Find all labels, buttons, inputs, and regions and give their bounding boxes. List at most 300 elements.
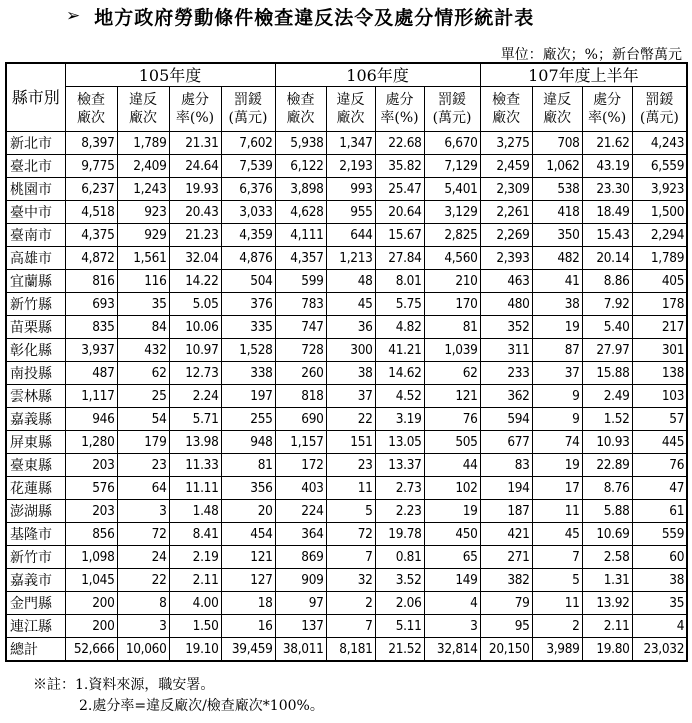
metric-label-line1: 檢查	[77, 92, 105, 108]
metric-label-line1: 檢查	[492, 92, 521, 108]
value-cell: 2.11	[582, 615, 632, 638]
value-cell: 11	[532, 500, 582, 523]
county-cell: 金門縣	[6, 592, 65, 615]
value-cell: 24.64	[169, 155, 221, 178]
value-cell: 217	[632, 316, 687, 339]
value-cell: 19.80	[582, 638, 632, 662]
value-cell: 45	[532, 523, 582, 546]
value-cell: 102	[424, 477, 480, 500]
county-cell: 新竹市	[6, 546, 65, 569]
value-cell: 405	[632, 270, 687, 293]
table-row	[6, 293, 687, 316]
value-cell: 10,060	[117, 638, 169, 662]
metric-header-inspections	[65, 87, 117, 132]
value-cell: 300	[326, 339, 375, 362]
metric-label-line2: 廠次	[77, 110, 105, 126]
value-cell: 87	[532, 339, 582, 362]
value-cell: 20.64	[375, 201, 424, 224]
county-cell: 南投縣	[6, 362, 65, 385]
title-text: 地方政府勞動條件檢查違反法令及處分情形統計表	[94, 6, 535, 29]
value-cell: 187	[480, 500, 532, 523]
value-cell: 5	[532, 569, 582, 592]
county-cell: 屏東縣	[6, 431, 65, 454]
value-cell: 81	[221, 454, 275, 477]
value-cell: 197	[221, 385, 275, 408]
value-cell: 4,628	[275, 201, 326, 224]
value-cell: 23,032	[632, 638, 687, 662]
value-cell: 946	[65, 408, 117, 431]
county-cell: 桃園市	[6, 178, 65, 201]
county-cell: 臺北市	[6, 155, 65, 178]
table-header	[6, 63, 687, 132]
year-header-105: 105年度	[65, 63, 275, 87]
value-cell: 5.05	[169, 293, 221, 316]
value-cell: 19.78	[375, 523, 424, 546]
value-cell: 5,938	[275, 132, 326, 155]
value-cell: 693	[65, 293, 117, 316]
value-cell: 60	[632, 546, 687, 569]
footnotes	[33, 675, 324, 717]
value-cell: 200	[65, 615, 117, 638]
metric-label-line2: (萬元)	[228, 110, 268, 126]
value-cell: 19.10	[169, 638, 221, 662]
value-cell: 2,309	[480, 178, 532, 201]
table-row	[6, 339, 687, 362]
value-cell: 43.19	[582, 155, 632, 178]
metric-header-fines	[424, 87, 480, 132]
value-cell: 7	[326, 546, 375, 569]
value-cell: 1,528	[221, 339, 275, 362]
metric-header-fines	[221, 87, 275, 132]
county-cell: 雲林縣	[6, 385, 65, 408]
table-row	[6, 500, 687, 523]
value-cell: 6,670	[424, 132, 480, 155]
value-cell: 4,375	[65, 224, 117, 247]
value-cell: 76	[424, 408, 480, 431]
value-cell: 32,814	[424, 638, 480, 662]
value-cell: 41	[532, 270, 582, 293]
footnote-2: 2.處分率=違反廠次/檢查廠次*100%。	[79, 698, 324, 714]
county-cell: 臺南市	[6, 224, 65, 247]
table-row	[6, 454, 687, 477]
value-cell: 1,561	[117, 247, 169, 270]
table-row	[6, 178, 687, 201]
value-cell: 13.05	[375, 431, 424, 454]
value-cell: 23.30	[582, 178, 632, 201]
table-row	[6, 569, 687, 592]
value-cell: 7,602	[221, 132, 275, 155]
year-header-106: 106年度	[275, 63, 480, 87]
value-cell: 1,117	[65, 385, 117, 408]
value-cell: 21.31	[169, 132, 221, 155]
value-cell: 993	[326, 178, 375, 201]
metric-label-line2: 廠次	[286, 110, 315, 126]
value-cell: 1,500	[632, 201, 687, 224]
value-cell: 172	[275, 454, 326, 477]
table-row	[6, 408, 687, 431]
table-row	[6, 362, 687, 385]
value-cell: 8	[117, 592, 169, 615]
value-cell: 504	[221, 270, 275, 293]
value-cell: 2	[326, 592, 375, 615]
value-cell: 376	[221, 293, 275, 316]
value-cell: 311	[480, 339, 532, 362]
table-row	[6, 201, 687, 224]
value-cell: 194	[480, 477, 532, 500]
metric-header-inspections	[275, 87, 326, 132]
value-cell: 929	[117, 224, 169, 247]
value-cell: 3,989	[532, 638, 582, 662]
value-cell: 14.22	[169, 270, 221, 293]
value-cell: 15.43	[582, 224, 632, 247]
value-cell: 783	[275, 293, 326, 316]
value-cell: 948	[221, 431, 275, 454]
value-cell: 955	[326, 201, 375, 224]
metric-label-line1: 處分	[181, 92, 209, 108]
statistics-table	[5, 62, 688, 662]
metric-label-line1: 罰鍰	[234, 92, 263, 108]
value-cell: 27.97	[582, 339, 632, 362]
metric-label-line2: 廠次	[336, 110, 365, 126]
metric-header-inspections	[480, 87, 532, 132]
value-cell: 103	[632, 385, 687, 408]
value-cell: 39,459	[221, 638, 275, 662]
value-cell: 4.82	[375, 316, 424, 339]
value-cell: 14.62	[375, 362, 424, 385]
value-cell: 5.40	[582, 316, 632, 339]
value-cell: 271	[480, 546, 532, 569]
value-cell: 25	[117, 385, 169, 408]
county-cell: 基隆市	[6, 523, 65, 546]
metric-label-line1: 處分	[593, 92, 622, 108]
value-cell: 335	[221, 316, 275, 339]
value-cell: 81	[424, 316, 480, 339]
value-cell: 62	[424, 362, 480, 385]
value-cell: 835	[65, 316, 117, 339]
value-cell: 121	[424, 385, 480, 408]
value-cell: 4	[424, 592, 480, 615]
value-cell: 382	[480, 569, 532, 592]
value-cell: 61	[632, 500, 687, 523]
value-cell: 203	[65, 454, 117, 477]
table-row	[6, 431, 687, 454]
value-cell: 7,539	[221, 155, 275, 178]
value-cell: 690	[275, 408, 326, 431]
county-cell: 新北市	[6, 132, 65, 155]
county-cell: 嘉義縣	[6, 408, 65, 431]
table-row	[6, 638, 687, 662]
value-cell: 2.24	[169, 385, 221, 408]
value-cell: 3	[117, 500, 169, 523]
county-cell: 高雄市	[6, 247, 65, 270]
value-cell: 255	[221, 408, 275, 431]
value-cell: 6,376	[221, 178, 275, 201]
value-cell: 5,401	[424, 178, 480, 201]
value-cell: 7	[326, 615, 375, 638]
value-cell: 5.11	[375, 615, 424, 638]
value-cell: 38	[326, 362, 375, 385]
value-cell: 487	[65, 362, 117, 385]
metric-label-line2: 率(%)	[587, 110, 627, 126]
value-cell: 364	[275, 523, 326, 546]
value-cell: 2,261	[480, 201, 532, 224]
value-cell: 0.81	[375, 546, 424, 569]
value-cell: 11	[532, 592, 582, 615]
value-cell: 2,459	[480, 155, 532, 178]
value-cell: 35.82	[375, 155, 424, 178]
value-cell: 1,157	[275, 431, 326, 454]
value-cell: 4,111	[275, 224, 326, 247]
metric-label-line2: 率(%)	[175, 110, 215, 126]
county-cell: 嘉義市	[6, 569, 65, 592]
value-cell: 7.92	[582, 293, 632, 316]
value-cell: 20.43	[169, 201, 221, 224]
value-cell: 1,280	[65, 431, 117, 454]
value-cell: 3	[117, 615, 169, 638]
value-cell: 19	[532, 316, 582, 339]
value-cell: 62	[117, 362, 169, 385]
value-cell: 8.86	[582, 270, 632, 293]
value-cell: 3,129	[424, 201, 480, 224]
value-cell: 21.23	[169, 224, 221, 247]
value-cell: 356	[221, 477, 275, 500]
county-cell: 臺東縣	[6, 454, 65, 477]
value-cell: 22	[326, 408, 375, 431]
value-cell: 84	[117, 316, 169, 339]
table-row	[6, 247, 687, 270]
metric-label-line1: 違反	[543, 92, 572, 108]
value-cell: 20,150	[480, 638, 532, 662]
county-cell: 宜蘭縣	[6, 270, 65, 293]
value-cell: 1,045	[65, 569, 117, 592]
value-cell: 352	[480, 316, 532, 339]
value-cell: 4.52	[375, 385, 424, 408]
value-cell: 137	[275, 615, 326, 638]
value-cell: 41.21	[375, 339, 424, 362]
unit-label: 單位：廠次；%；新台幣萬元	[500, 47, 682, 63]
value-cell: 3,033	[221, 201, 275, 224]
metric-label-line2: 廠次	[129, 110, 157, 126]
value-cell: 818	[275, 385, 326, 408]
value-cell: 23	[326, 454, 375, 477]
value-cell: 5.88	[582, 500, 632, 523]
metric-label-line1: 檢查	[286, 92, 315, 108]
value-cell: 923	[117, 201, 169, 224]
value-cell: 4,518	[65, 201, 117, 224]
value-cell: 301	[632, 339, 687, 362]
value-cell: 15.67	[375, 224, 424, 247]
value-cell: 83	[480, 454, 532, 477]
value-cell: 3,923	[632, 178, 687, 201]
county-cell: 臺中市	[6, 201, 65, 224]
value-cell: 170	[424, 293, 480, 316]
value-cell: 95	[480, 615, 532, 638]
table-row	[6, 155, 687, 178]
value-cell: 32.04	[169, 247, 221, 270]
value-cell: 1.52	[582, 408, 632, 431]
metric-label-line2: 廠次	[492, 110, 521, 126]
value-cell: 445	[632, 431, 687, 454]
value-cell: 1.31	[582, 569, 632, 592]
value-cell: 747	[275, 316, 326, 339]
value-cell: 76	[632, 454, 687, 477]
value-cell: 38	[532, 293, 582, 316]
value-cell: 2	[532, 615, 582, 638]
county-cell: 新竹縣	[6, 293, 65, 316]
table-row	[6, 385, 687, 408]
value-cell: 57	[632, 408, 687, 431]
value-cell: 12.73	[169, 362, 221, 385]
value-cell: 594	[480, 408, 532, 431]
value-cell: 599	[275, 270, 326, 293]
value-cell: 13.37	[375, 454, 424, 477]
value-cell: 79	[480, 592, 532, 615]
value-cell: 6,559	[632, 155, 687, 178]
value-cell: 1,789	[117, 132, 169, 155]
value-cell: 20.14	[582, 247, 632, 270]
value-cell: 4.00	[169, 592, 221, 615]
value-cell: 816	[65, 270, 117, 293]
value-cell: 48	[326, 270, 375, 293]
value-cell: 17	[532, 477, 582, 500]
value-cell: 362	[480, 385, 532, 408]
value-cell: 1.48	[169, 500, 221, 523]
value-cell: 224	[275, 500, 326, 523]
value-cell: 11.33	[169, 454, 221, 477]
value-cell: 179	[117, 431, 169, 454]
value-cell: 13.98	[169, 431, 221, 454]
table-row	[6, 132, 687, 155]
value-cell: 538	[532, 178, 582, 201]
table-row	[6, 224, 687, 247]
value-cell: 4,357	[275, 247, 326, 270]
value-cell: 13.92	[582, 592, 632, 615]
value-cell: 47	[632, 477, 687, 500]
value-cell: 480	[480, 293, 532, 316]
metric-label-line2: (萬元)	[432, 110, 472, 126]
value-cell: 2,825	[424, 224, 480, 247]
value-cell: 1,789	[632, 247, 687, 270]
county-cell: 澎湖縣	[6, 500, 65, 523]
value-cell: 7	[532, 546, 582, 569]
table-row	[6, 615, 687, 638]
value-cell: 418	[532, 201, 582, 224]
table-row	[6, 523, 687, 546]
value-cell: 3,937	[65, 339, 117, 362]
county-cell: 連江縣	[6, 615, 65, 638]
metric-header-penalty-rate	[582, 87, 632, 132]
value-cell: 677	[480, 431, 532, 454]
value-cell: 16	[221, 615, 275, 638]
value-cell: 454	[221, 523, 275, 546]
value-cell: 463	[480, 270, 532, 293]
value-cell: 54	[117, 408, 169, 431]
value-cell: 3.19	[375, 408, 424, 431]
value-cell: 97	[275, 592, 326, 615]
value-cell: 233	[480, 362, 532, 385]
value-cell: 576	[65, 477, 117, 500]
value-cell: 1,243	[117, 178, 169, 201]
value-cell: 74	[532, 431, 582, 454]
value-cell: 2.73	[375, 477, 424, 500]
value-cell: 19	[424, 500, 480, 523]
value-cell: 4,560	[424, 247, 480, 270]
metric-label-line1: 違反	[129, 92, 157, 108]
value-cell: 7,129	[424, 155, 480, 178]
metric-label-line1: 處分	[385, 92, 414, 108]
value-cell: 37	[532, 362, 582, 385]
value-cell: 2,409	[117, 155, 169, 178]
value-cell: 10.93	[582, 431, 632, 454]
county-cell: 苗栗縣	[6, 316, 65, 339]
table-row	[6, 546, 687, 569]
metric-header-violations	[117, 87, 169, 132]
value-cell: 2.11	[169, 569, 221, 592]
metric-header-violations	[532, 87, 582, 132]
county-cell: 彰化縣	[6, 339, 65, 362]
value-cell: 35	[117, 293, 169, 316]
value-cell: 2,294	[632, 224, 687, 247]
value-cell: 18	[221, 592, 275, 615]
year-header-107h1: 107年度上半年	[480, 63, 687, 87]
value-cell: 1,039	[424, 339, 480, 362]
value-cell: 10.06	[169, 316, 221, 339]
value-cell: 1,347	[326, 132, 375, 155]
value-cell: 1.50	[169, 615, 221, 638]
value-cell: 38	[632, 569, 687, 592]
value-cell: 8.41	[169, 523, 221, 546]
value-cell: 116	[117, 270, 169, 293]
value-cell: 2.23	[375, 500, 424, 523]
value-cell: 869	[275, 546, 326, 569]
metric-header-violations	[326, 87, 375, 132]
value-cell: 4,243	[632, 132, 687, 155]
value-cell: 9	[532, 385, 582, 408]
metric-label-line2: 率(%)	[380, 110, 419, 126]
value-cell: 909	[275, 569, 326, 592]
value-cell: 2.58	[582, 546, 632, 569]
value-cell: 121	[221, 546, 275, 569]
footnote-1: ※註：1.資料來源，職安署。	[33, 677, 215, 693]
value-cell: 432	[117, 339, 169, 362]
value-cell: 20	[221, 500, 275, 523]
value-cell: 4	[632, 615, 687, 638]
value-cell: 45	[326, 293, 375, 316]
value-cell: 856	[65, 523, 117, 546]
value-cell: 1,213	[326, 247, 375, 270]
value-cell: 21.52	[375, 638, 424, 662]
value-cell: 6,237	[65, 178, 117, 201]
document-title	[66, 2, 534, 30]
table-row	[6, 270, 687, 293]
value-cell: 52,666	[65, 638, 117, 662]
value-cell: 728	[275, 339, 326, 362]
value-cell: 178	[632, 293, 687, 316]
value-cell: 9	[532, 408, 582, 431]
value-cell: 44	[424, 454, 480, 477]
metric-header-penalty-rate	[169, 87, 221, 132]
value-cell: 10.97	[169, 339, 221, 362]
value-cell: 22.68	[375, 132, 424, 155]
metric-label-line1: 罰鍰	[438, 92, 467, 108]
value-cell: 5.71	[169, 408, 221, 431]
value-cell: 421	[480, 523, 532, 546]
value-cell: 32	[326, 569, 375, 592]
value-cell: 21.62	[582, 132, 632, 155]
value-cell: 11.11	[169, 477, 221, 500]
value-cell: 22	[117, 569, 169, 592]
value-cell: 35	[632, 592, 687, 615]
